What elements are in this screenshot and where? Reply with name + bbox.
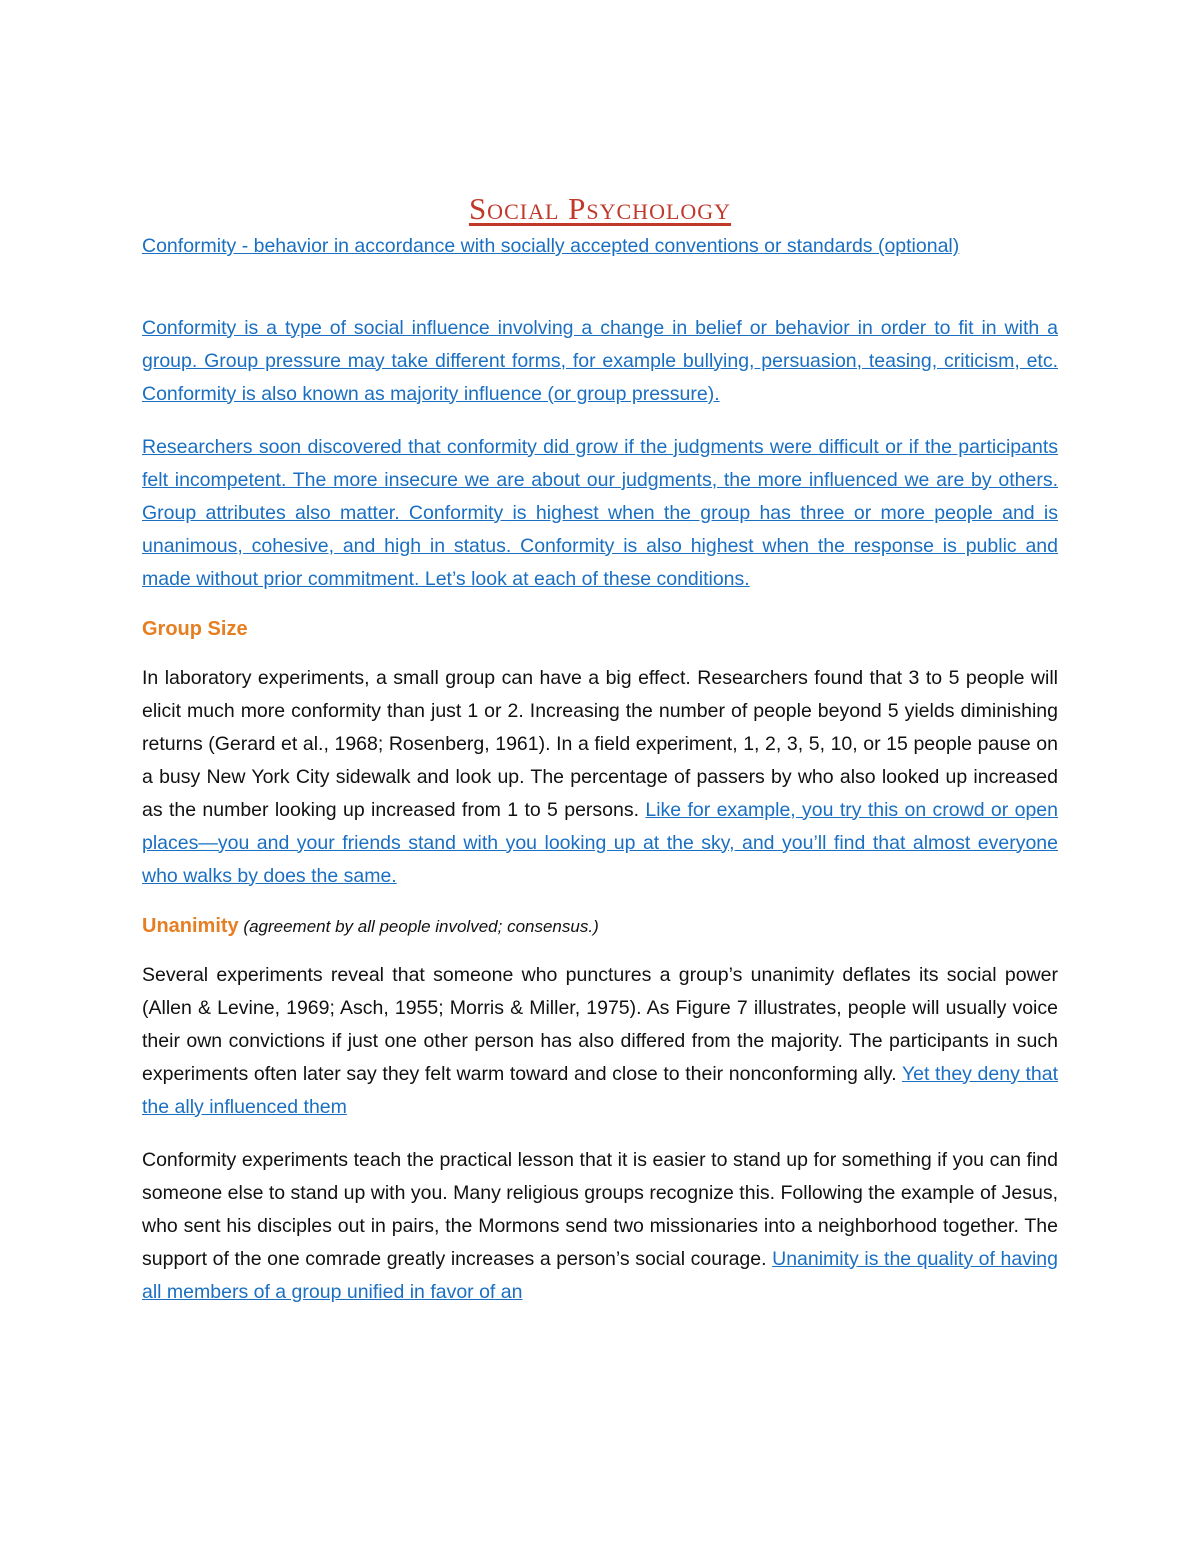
section-heading-unanimity bbox=[142, 913, 1058, 939]
unanimity-p2-link[interactable]: Unanimity is the quality of having all members of a group unified in favor of an bbox=[142, 1247, 1058, 1303]
unanimity-p2-text: Conformity experiments teach the practical lesson that it is easier to stand up for something if you can find someone else to stand up with you. Many religious groups recognize this. Following the example of Jesus, who sent his disciples out in pairs, the Mormons send two missionaries into a neighborhood together. The support of the one comrade greatly increases a person’s social courage. bbox=[142, 1148, 1058, 1270]
page-title: Social Psychology bbox=[468, 191, 732, 226]
unanimity-paragraph-2 bbox=[142, 1144, 1058, 1309]
unanimity-p1-link[interactable]: Yet they deny that the ally influenced them bbox=[142, 1062, 1058, 1118]
section-heading-group-size: Group Size bbox=[142, 617, 248, 640]
group-size-text: In laboratory experiments, a small group can have a big effect. Researchers found that 3 to 5 people will elicit much more conformity than just 1 or 2. Increasing the number of people beyond 5 yields diminishing returns (Gerard et al., 1968; Rosenberg, 1961). In a field experiment, 1, 2, 3, 5, 10, or 15 people pause on a busy New York City sidewalk and look up. The percentage of passers by who also looked up increased as the number looking up increased from 1 to 5 persons. bbox=[142, 666, 1058, 821]
intro-paragraph-1[interactable]: Conformity is a type of social influence involving a change in belief or behavior in order to fit in with a group. Group pressure may take different forms, for example bullying, persuasion, teasing, criticism, etc. Conformity is also known as majority influence (or group pressure). bbox=[142, 316, 1058, 405]
group-size-paragraph bbox=[142, 662, 1058, 893]
group-size-link[interactable]: Like for example, you try this on crowd or open places—you and your friends stand with you looking up at the sky, and you’ll find that almost everyone who walks by does the same. bbox=[142, 798, 1058, 887]
intro-paragraph-2[interactable]: Researchers soon discovered that conformity did grow if the judgments were difficult or if the participants felt incompetent. The more insecure we are about our judgments, the more influenced we are by others. Group attributes also matter. Conformity is highest when the group has three or more people and is unanimous, cohesive, and high in status. Conformity is also highest when the response is public and made without prior commitment. Let’s look at each of these conditions. bbox=[142, 435, 1058, 590]
unanimity-heading-text: Unanimity bbox=[142, 914, 239, 937]
unanimity-paragraph-1 bbox=[142, 959, 1058, 1124]
subtitle-link[interactable]: Conformity - behavior in accordance with socially accepted conventions or standards (optional) bbox=[142, 235, 960, 258]
unanimity-definition-note: (agreement by all people involved; consensus.) bbox=[238, 916, 599, 936]
unanimity-p1-text: Several experiments reveal that someone who punctures a group’s unanimity deflates its social power (Allen & Levine, 1969; Asch, 1955; Morris & Miller, 1975). As Figure 7 illustrates, people will usually voice their own convictions if just one other person has also differed from the majority. The participants in such experiments often later say they felt warm toward and close to their nonconforming ally. bbox=[142, 963, 1058, 1085]
